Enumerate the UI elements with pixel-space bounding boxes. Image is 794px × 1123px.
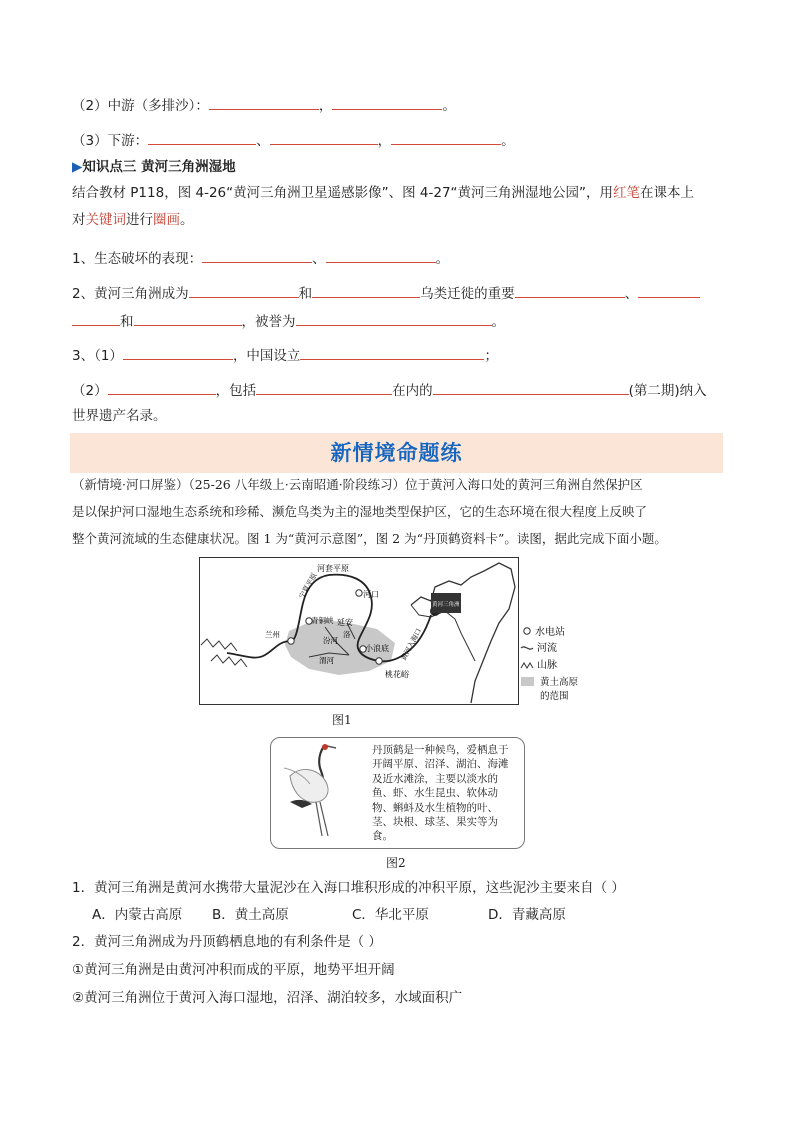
answer-blank[interactable] <box>189 283 299 298</box>
delta-role-line1: 2、黄河三角洲成为 和 乌类迁徙的重要 、 <box>72 283 700 304</box>
answer-blank[interactable] <box>270 130 378 145</box>
answer-blank[interactable] <box>300 345 484 360</box>
context-line3: 整个黄河流域的生态健康状况。图 1 为“黄河示意图”，图 2 为“丹顶鹤资料卡”。读图，据此完成下面小题。 <box>72 531 667 546</box>
label-delta: 黄河三角洲 <box>432 602 460 608</box>
station-marker <box>376 658 382 664</box>
label-yanan: 延安 <box>337 618 353 627</box>
label-qingtong: 青铜峡 <box>311 616 334 625</box>
question1-stem: 1．黄河三角洲是黄河水携带大量泥沙在入海口堆积形成的冲积平原，这些泥沙主要来自（ ） <box>72 880 625 896</box>
station-marker <box>356 590 362 596</box>
yellow-river-map <box>199 557 519 705</box>
delta-role-line2: 和 ，被誉为 。 <box>72 311 505 332</box>
lower-reaches-line: （3）下游： 、 ， 。 <box>72 130 515 151</box>
label-wei: 渭河 <box>319 656 334 665</box>
crane-description: 丹顶鹤是一种候鸟，爱栖息于开阔平原、沼泽、湖泊、海滩及近水滩涂，主要以淡水的鱼、虾、水生昆虫、软体动物、蝌蚪及水生植物的叶、茎、块根、球茎、果实等为食。 <box>372 744 509 843</box>
option-c[interactable]: C．华北平原 <box>352 907 429 923</box>
protection-line2: （2） ，包括 在内的 (第二期)纳入 <box>72 380 707 401</box>
figure1-caption: 图1 <box>332 713 352 727</box>
answer-blank[interactable] <box>332 95 442 110</box>
label-luo: 洛 <box>343 630 351 639</box>
answer-blank[interactable] <box>326 248 436 263</box>
answer-blank[interactable] <box>256 380 392 395</box>
answer-blank[interactable] <box>433 380 629 395</box>
label-xiaolangdi: 小浪底 <box>365 644 389 653</box>
crane-head-crown <box>322 744 328 750</box>
label-hetao: 河套平原 <box>317 564 349 573</box>
label-lanzhou: 兰州 <box>265 630 280 639</box>
answer-blank[interactable] <box>202 248 312 263</box>
option-b[interactable]: B．黄土高原 <box>212 907 289 923</box>
label-taohuayu: 桃花峪 <box>385 670 409 679</box>
answer-blank[interactable] <box>638 283 700 298</box>
middle-reaches-line: （2）中游（多排沙）： ， 。 <box>72 95 456 116</box>
option-d[interactable]: D．青藏高原 <box>488 907 566 923</box>
knowledge-intro-line2: 对关键词进行圈画。 <box>72 212 194 228</box>
ecology-damage-line: 1、生态破坏的表现： 、 。 <box>72 248 449 269</box>
question2-item-1: ①黄河三角洲是由黄河冲积而成的平原，地势平坦开阔 <box>72 962 395 978</box>
figure2-caption: 图2 <box>386 856 406 870</box>
label-estuary: 黄河入海口 <box>399 627 424 662</box>
protection-line3: 世界遗产名录。 <box>72 408 167 424</box>
map-legend <box>520 622 590 704</box>
question2-stem: 2．黄河三角洲成为丹顶鹤栖息地的有利条件是（ ） <box>72 934 382 950</box>
answer-blank[interactable] <box>209 95 319 110</box>
legend-river: 河流 <box>537 643 557 654</box>
loess-legend-icon <box>521 677 534 686</box>
context-line1: （新情境·河口屏鉴）（25-26 八年级上·云南昭通·阶段练习）位于黄河入海口处的黄河三角洲自然保护区 <box>72 477 643 492</box>
answer-blank[interactable] <box>312 283 420 298</box>
answer-blank[interactable] <box>72 311 120 326</box>
knowledge-intro-line1: 结合教材 P118，图 4-26“黄河三角洲卫星遥感影像”、图 4-27“黄河三角洲湿地公园”，用红笔在课本上 <box>72 185 695 201</box>
answer-blank[interactable] <box>123 345 233 360</box>
legend-mountain: 山脉 <box>537 660 557 671</box>
crane-beak <box>327 746 336 748</box>
label-ningxia: 宁夏平原 <box>297 571 319 600</box>
triangle-marker-icon: ▶ <box>72 159 83 175</box>
knowledge-heading: ▶知识点三 黄河三角洲湿地 <box>72 159 236 175</box>
red-crowned-crane-image <box>280 742 364 840</box>
answer-blank[interactable] <box>391 130 501 145</box>
river-legend-icon <box>521 647 533 649</box>
station-marker <box>288 638 294 644</box>
answer-blank[interactable] <box>148 130 256 145</box>
answer-blank[interactable] <box>296 311 492 326</box>
context-line2: 是以保护河口湿地生态系统和珍稀、濒危鸟类为主的湿地类型保护区，它的生态环境在很大程度上反映了 <box>72 504 648 519</box>
protection-line1: 3、（1） ，中国设立 ； <box>72 345 498 366</box>
banner-title: 新情境命题练 <box>330 441 463 465</box>
station-legend-icon <box>524 628 530 634</box>
answer-blank[interactable] <box>108 380 216 395</box>
label-hekou: 河口 <box>363 590 379 599</box>
answer-blank[interactable] <box>134 311 242 326</box>
option-a[interactable]: A．内蒙古高原 <box>92 907 183 923</box>
legend-loess-2: 的范围 <box>540 691 569 702</box>
legend-station: 水电站 <box>535 627 565 638</box>
legend-loess-1: 黄土高原 <box>540 677 579 688</box>
mountain-legend-icon <box>521 663 533 668</box>
question2-item-2: ②黄河三角洲位于黄河入海口湿地，沼泽、湖泊较多，水域面积广 <box>72 990 463 1006</box>
section-banner <box>70 433 723 473</box>
answer-blank[interactable] <box>515 283 625 298</box>
question1-options <box>92 905 566 925</box>
label-fen: 汾河 <box>323 636 338 645</box>
